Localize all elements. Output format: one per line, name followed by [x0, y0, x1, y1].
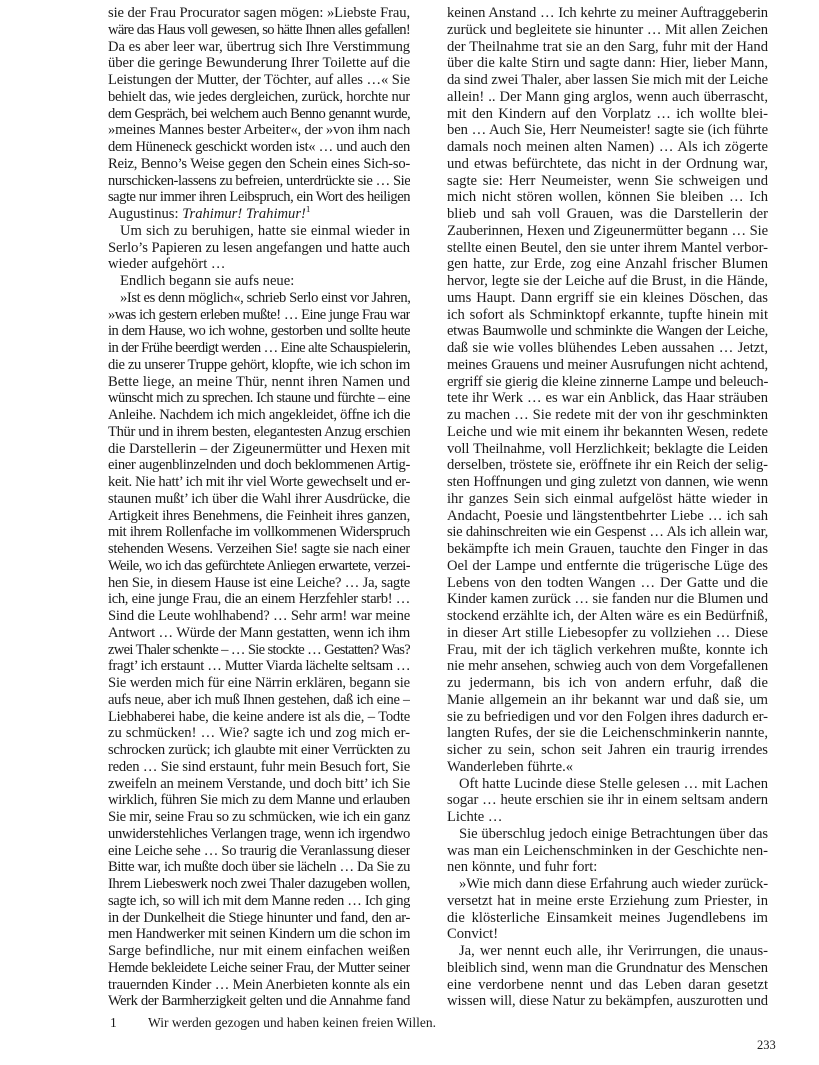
line-text: allein! .. Der Mann ging arglos, wenn auch überrascht,	[447, 88, 768, 105]
text-line	[108, 474, 410, 491]
text-line	[108, 759, 410, 776]
text-line	[108, 541, 410, 558]
text-line	[447, 374, 768, 391]
text-line	[108, 524, 410, 541]
line-text: da sind zwei Thaler, aber lassen Sie mich mit der Leiche	[447, 72, 768, 88]
line-text: sie dahinschreiten wie ein Gespenst … Als ich allein war,	[447, 524, 768, 541]
text-line	[447, 725, 768, 742]
text-line	[447, 273, 768, 290]
line-text: ich sofort als Schminktopf erkannte, tupfte hinein mit	[447, 306, 768, 323]
line-text: Artigkeit ihres Benehmens, die Feinheit ihres ganzen,	[108, 507, 410, 524]
text-line	[108, 608, 410, 625]
text-line	[108, 457, 410, 474]
text-line	[447, 591, 768, 608]
text-line	[108, 725, 410, 742]
text-line	[108, 55, 410, 72]
text-line	[447, 759, 768, 776]
line-text: schrocken zurück; ich glaubte mit einer Verrückten zu	[108, 742, 410, 758]
line-text: daß sie wie volles blühendes Leben aussahen … Jetzt,	[447, 340, 768, 356]
line-text: Ja, wer nennt euch alle, ihr Verirrungen, die unaus-	[459, 943, 768, 959]
line-text: wäre das Haus voll gewesen, so hätte Ihnen alles gefallen!	[108, 21, 410, 38]
text-line	[447, 89, 768, 106]
text-line	[447, 826, 768, 843]
text-line	[447, 709, 768, 726]
line-text: aufs neue, aber ich muß Ihnen gestehen, daß ich eine –	[108, 691, 410, 708]
text-line	[447, 491, 768, 508]
line-text: sicher zu sein, schon seit Jahren ein traurig irrendes	[447, 742, 768, 758]
text-line	[447, 876, 768, 893]
line-text: Bette liege, an meine Thür, nennt ihren Namen und	[108, 373, 410, 390]
line-text: Zauberinnen, Hexen und Zigeunermütter begann … Sie	[447, 222, 768, 239]
line-text: Thür und in ihrem besten, elegantesten Anzug erschien	[108, 423, 410, 440]
line-text: langten Rufes, der sie die Leichenschminkerin nannte,	[447, 725, 768, 742]
text-line	[108, 491, 410, 508]
line-text: derselben, tröstete sie, eröffnete ihr ein Reich der selig-	[447, 457, 768, 474]
text-line	[108, 893, 410, 910]
text-line	[108, 206, 410, 223]
line-text: stellte einen Beutel, den sie unter ihrem Mantel verbor-	[447, 239, 768, 256]
line-text: zu jedermann, bis ich von andern erfuhr, daß die	[447, 675, 768, 691]
line-text: keit. Nie hatt’ ich mit ihr viel Worte gewechselt und er-	[108, 474, 410, 490]
line-text: nie mehr ansehen, schwieg auch von dem Vorgefallenen	[447, 658, 768, 675]
line-text: Sarge befindliche, nur mit einem einfachen weißen	[108, 943, 410, 959]
text-line	[447, 474, 768, 491]
line-text: ihr ganzes Sein sich einmal aufgelöst hätte wieder in	[447, 490, 768, 507]
line-text: ergriff sie gierig die kleine zinnerne Lampe und beleuch-	[447, 373, 768, 390]
text-line	[108, 323, 410, 340]
text-line	[447, 692, 768, 709]
text-line	[447, 675, 768, 692]
text-line	[108, 692, 410, 709]
line-text: »was ich gestern erleben mußte! … Eine junge Frau war	[108, 306, 410, 323]
text-line	[108, 843, 410, 860]
text-line	[447, 22, 768, 39]
text-line	[447, 256, 768, 273]
text-line	[447, 910, 768, 927]
text-line	[447, 139, 768, 156]
text-line	[108, 926, 410, 943]
text-line	[447, 608, 768, 625]
line-text: in der Dunkelheit die Stiege hinunter und fand, den ar-	[108, 909, 410, 926]
text-line	[447, 776, 768, 793]
text-column-right	[447, 5, 768, 1010]
line-text: sagte ich, so will ich mit dem Manne reden … Ich ging	[108, 892, 410, 909]
text-line	[108, 156, 410, 173]
line-text: nurschicken-lassens zu befreien, unterdrückte sie … Sie	[108, 172, 410, 189]
text-line	[447, 156, 768, 173]
line-text: Convict!	[447, 926, 499, 943]
text-line	[108, 441, 410, 458]
text-line	[108, 943, 410, 960]
line-text: sie der Frau Procurator sagen mögen: »Liebste Frau,	[108, 5, 410, 21]
line-text: Serlo’s Papieren zu lesen angefangen und hatte auch	[108, 239, 410, 256]
text-line	[447, 323, 768, 340]
text-line	[447, 189, 768, 206]
text-line	[447, 307, 768, 324]
line-text: Um sich zu beruhigen, hatte sie einmal wieder in	[120, 222, 410, 239]
text-line	[108, 642, 410, 659]
line-text: die Darstellerin – der Zigeunermütter und Hexen mit	[108, 440, 410, 457]
line-text: zu machen … Sie redete mit der von ihr geschminkten	[447, 407, 768, 423]
line-text: Anleihe. Nachdem ich mich angekleidet, öffne ich die	[108, 407, 410, 423]
line-text: stockend erzählte ich, der Alten wäre es ein Bedürfniß,	[447, 608, 768, 624]
line-text: zweifeln an meinem Verstande, und doch bitt’ ich Sie	[108, 775, 410, 792]
text-line	[108, 307, 410, 324]
line-text: wieder aufgehört …	[108, 256, 226, 273]
text-line	[447, 926, 768, 943]
line-text: der Theilnahme trat sie an den Sarg, fuhr mit der Hand	[447, 38, 768, 55]
text-line	[447, 792, 768, 809]
text-line	[447, 993, 768, 1010]
line-text: reden … Sie sind erstaunt, fuhr mein Besuch fort, Sie	[108, 758, 410, 775]
text-line	[447, 809, 768, 826]
text-line	[108, 658, 410, 675]
text-line	[108, 508, 410, 525]
text-line	[447, 625, 768, 642]
line-text: wirklich, führen Sie mich zu dem Manne und erlauben	[108, 792, 410, 809]
text-line	[447, 558, 768, 575]
text-line	[108, 675, 410, 692]
line-text: Hemde bekleidete Leiche seiner Frau, der Mutter seiner	[108, 959, 410, 976]
text-line	[447, 424, 768, 441]
text-line	[447, 859, 768, 876]
text-line	[108, 5, 410, 22]
text-line	[108, 407, 410, 424]
text-line	[447, 357, 768, 374]
text-line	[447, 457, 768, 474]
text-line	[447, 843, 768, 860]
text-line	[108, 558, 410, 575]
text-line	[108, 776, 410, 793]
line-text: Kinder kamen zurück … sie fanden nur die Blumen und	[447, 591, 768, 608]
line-text: die zu unserer Truppe gehört, klopfte, wie ich schon im	[108, 356, 410, 373]
text-line	[447, 508, 768, 525]
line-text: wissen will, diese Natur zu bekämpfen, auszurotten und	[447, 993, 768, 1010]
line-text: eine verdorbene nennt und das Leben daran gesetzt	[447, 976, 768, 993]
line-text: einer augenblinzelnden und doch beklommenen Artig-	[108, 457, 410, 474]
line-text: Sie überschlug jedoch einige Betrachtungen über das	[459, 825, 768, 842]
line-text: trauernden Kinder … Mein Anerbieten konnte als ein	[108, 976, 410, 993]
line-text: Leiche und wie mit einem ihr bekannten Wesen, redete	[447, 423, 768, 440]
line-text: nen könnte, und fuhr fort:	[447, 859, 598, 876]
line-text: zwei Thaler schenkte – … Sie stockte … Gestatten? Was?	[108, 641, 410, 658]
line-text: sagte nur immer ihren Leibspruch, ein Wort des heiligen	[108, 189, 410, 206]
line-text: mich nicht stören wollen, können Sie bleiben … Ich	[447, 189, 768, 206]
line-text: Endlich begann sie aufs neue:	[120, 273, 295, 289]
line-text: Sie werden mich für eine Närrin erklären, begann sie	[108, 675, 410, 691]
text-line	[447, 290, 768, 307]
line-text: bleiblich sind, wenn man die Grundnatur des Menschen	[447, 959, 768, 976]
text-line	[108, 792, 410, 809]
line-text: Oel der Lampe und entfernte die trügerische Lüge des	[447, 557, 768, 574]
text-line	[447, 441, 768, 458]
line-text: »Ist es denn möglich«, schrieb Serlo einst vor Jahren,	[120, 289, 410, 306]
line-text: Werk der Barmherzigkeit gelten und die Annahme fand	[108, 993, 410, 1010]
line-text: in dieser Art stille Liebesopfer zu vollziehen … Diese	[447, 624, 768, 641]
line-text: Bitte war, ich mußte doch über sie lächeln … Da Sie zu	[108, 859, 410, 876]
line-text: Oft hatte Lucinde diese Stelle gelesen … mit Lachen	[459, 775, 768, 792]
line-text: sogar … heute erschien sie ihr in einem seltsam andern	[447, 792, 768, 809]
line-text: Da es aber leer war, übertrug sich Ihre Verstimmung	[108, 38, 410, 55]
italic-text: Trahimur! Trahimur!	[182, 206, 306, 222]
line-text: voll Theilnahme, voll Herzlichkeit; beklagte die Leiden	[447, 440, 768, 457]
line-text: sten Hoffnungen und ging zuletzt von dannen, wie wenn	[447, 474, 768, 490]
line-text: stehenden Wesens. Verzeihen Sie! sagte sie nach einer	[108, 541, 410, 557]
text-line	[108, 575, 410, 592]
text-line	[108, 960, 410, 977]
line-text: damals noch meinen alten Namen) … Als ich zögerte	[447, 139, 768, 155]
line-text: ben … Auch Sie, Herr Neumeister! sagte sie (ich führte	[447, 122, 768, 139]
line-text: Antwort … Würde der Mann gestatten, wenn ich ihm	[108, 624, 410, 641]
line-text: behielt das, wie jedes dergleichen, zurück, horchte nur	[108, 88, 410, 105]
line-text: eine Leiche sehe … So traurig die Veranlassung dieser	[108, 842, 410, 859]
text-line	[447, 340, 768, 357]
line-text: Frau, mit der ich täglich verkehren mußte, konnte ich	[447, 641, 768, 658]
text-line	[447, 642, 768, 659]
line-text: in dem Hause, wo ich wohne, gestorben und sollte heute	[108, 323, 410, 340]
line-text: Sind die Leute wohlhabend? … Sehr arm! war meine	[108, 608, 410, 624]
text-line	[108, 139, 410, 156]
text-line	[447, 960, 768, 977]
line-text: men Handwerker mit seinen Kindern um die schon im	[108, 926, 410, 943]
footnote-number: 1	[110, 1015, 117, 1030]
line-text: versetzt hat in meine erste Erziehung zum Priester, in	[447, 892, 768, 909]
line-text: wünscht mich zu sprechen. Ich staune und fürchte – eine	[108, 390, 410, 407]
line-text: in der Frühe beerdigt werden … Eine alte Schauspielerin,	[108, 340, 410, 356]
text-line	[108, 122, 410, 139]
line-text: »meines Mannes bester Arbeiter«, der »von ihm nach	[108, 122, 410, 139]
line-text: Liebhaberei habe, die keine andere ist als die, – Todte	[108, 708, 410, 725]
line-text: Wanderleben führte.«	[447, 758, 574, 775]
text-line	[447, 5, 768, 22]
text-line	[447, 206, 768, 223]
line-text: Weile, wo ich das gefürchtete Anliegen erwartete, verzei-	[108, 557, 410, 574]
text-line	[108, 742, 410, 759]
text-line	[108, 72, 410, 89]
text-line	[108, 374, 410, 391]
line-text: zu schmücken! … Wie? sagte ich und zog mich er-	[108, 725, 410, 742]
text-line	[447, 893, 768, 910]
line-text: etwas Baumwolle und schminkte die Wangen der Leiche,	[447, 323, 768, 340]
line-text: staunen mußt’ ich über die Wahl ihrer Ausdrücke, die	[108, 490, 410, 507]
line-text: Leistungen der Mutter, der Töchter, auf alles …« Sie	[108, 72, 410, 88]
text-line	[447, 977, 768, 994]
text-line	[447, 575, 768, 592]
line-text: blieb und sah voll Grauen, was die Darstellerin der	[447, 206, 768, 222]
text-line	[108, 809, 410, 826]
line-text: »Wie mich dann diese Erfahrung auch wieder zurück-	[459, 876, 768, 892]
text-line	[108, 591, 410, 608]
text-line	[108, 290, 410, 307]
line-text: gen hatte, zur Erde, zog eine Anzahl frischer Blumen	[447, 256, 768, 273]
text-line	[108, 390, 410, 407]
line-text: sagte sie: Herr Neumeister, wenn Sie schweigen und	[447, 172, 768, 189]
text-line	[108, 424, 410, 441]
text-line	[447, 39, 768, 56]
text-line	[108, 273, 410, 290]
footnote-text: Wir werden gezogen und haben keinen freien Willen.	[148, 1015, 437, 1030]
line-text: Augustinus:	[108, 206, 183, 222]
text-line	[447, 72, 768, 89]
text-line	[108, 89, 410, 106]
line-text: was man ein Leichenschminken in der Geschichte nen-	[447, 842, 768, 859]
text-line	[108, 876, 410, 893]
text-line	[447, 658, 768, 675]
line-text: Manie allgemein an ihr bekannt war und daß sie, um	[447, 691, 768, 708]
footnote	[110, 1015, 436, 1031]
text-line	[447, 390, 768, 407]
text-line	[108, 993, 410, 1010]
line-text: Lebens von den todten Wangen … Der Gatte und die	[447, 574, 768, 591]
text-line	[108, 106, 410, 123]
text-line	[447, 943, 768, 960]
line-text: keinen Anstand … Ich kehrte zu meiner Auftraggeberin	[447, 5, 768, 21]
text-line	[108, 240, 410, 257]
text-line	[108, 173, 410, 190]
text-line	[108, 223, 410, 240]
text-line	[447, 55, 768, 72]
line-text: unwiderstehliches Verlangen trage, wenn ich irgendwo	[108, 825, 410, 842]
line-text: Reiz, Benno’s Weise gegen den Schein eines Sich-so-	[108, 155, 410, 172]
line-text: ums Haupt. Dann ergriff sie ein kleines Döschen, das	[447, 289, 768, 306]
line-text: über die kalte Stirn und sagte dann: Hier, lieber Mann,	[447, 55, 768, 72]
text-line	[447, 541, 768, 558]
line-text: dem Gespräch, bei welchem auch Benno genannt wurde,	[108, 105, 410, 122]
line-text: meines Grauens und meiner Ausrufungen nicht achtend,	[447, 356, 768, 373]
text-line	[447, 223, 768, 240]
line-text: über die geringe Bewunderung Ihrer Toilette auf die	[108, 55, 410, 72]
line-text: zurück und begleitete sie hinunter … Mit allen Zeichen	[447, 21, 768, 38]
page-number: 233	[757, 1038, 776, 1052]
text-line	[108, 709, 410, 726]
line-text: sie zu befriedigen und vor den Folgen ihres dadurch er-	[447, 708, 768, 725]
line-text: fragt’ ich erstaunt … Mutter Viarda lächelte seltsam …	[108, 658, 410, 675]
text-line	[108, 189, 410, 206]
text-line	[447, 173, 768, 190]
text-line	[108, 910, 410, 927]
line-text: hervor, legte sie der Leiche auf die Brust, in die Hände,	[447, 273, 768, 289]
line-text: mit ihrem Rollenfache im vollkommenen Widerspruch	[108, 524, 410, 541]
text-line	[447, 407, 768, 424]
line-text: bekämpfte ich mein Grauen, tauchte den Finger in das	[447, 541, 768, 557]
text-line	[447, 122, 768, 139]
line-text: tete ihr Werk … es war ein Anblick, das Haar sträuben	[447, 390, 768, 407]
line-text: die klösterliche Einsamkeit meines Jugendlebens im	[447, 909, 768, 926]
line-text: Ihrem Liebeswerk noch zwei Thaler dazugeben wollen,	[108, 876, 410, 892]
text-line	[447, 106, 768, 123]
line-text: ich, eine junge Frau, die an einem Herzfehler starb! …	[108, 591, 410, 608]
text-line	[108, 357, 410, 374]
text-line	[447, 524, 768, 541]
text-line	[108, 340, 410, 357]
text-line	[108, 826, 410, 843]
text-line	[108, 39, 410, 56]
footnote-reference[interactable]: 1	[305, 206, 311, 214]
line-text: dem Hüneneck geschickt worden ist« … und auch den	[108, 139, 410, 155]
line-text: Sie mir, seine Frau so zu schmücken, wie ich ein ganz	[108, 809, 410, 825]
line-text: mit den Kindern auf den Vorplatz … ich wollte blei-	[447, 105, 768, 122]
text-line	[108, 22, 410, 39]
line-text: Lichte …	[447, 809, 503, 825]
text-line	[447, 742, 768, 759]
line-text: und etwas befürchtete, das nicht in der Ordnung war,	[447, 155, 768, 172]
text-line	[447, 240, 768, 257]
text-line	[108, 977, 410, 994]
text-line	[108, 859, 410, 876]
line-text: hen Sie, in diesem Hause ist eine Leiche? … Ja, sagte	[108, 574, 410, 591]
text-line	[108, 625, 410, 642]
text-line	[108, 256, 410, 273]
line-text: Andacht, Poesie und längstentbehrter Liebe … ich sah	[447, 507, 768, 524]
text-column-left	[108, 5, 410, 1010]
